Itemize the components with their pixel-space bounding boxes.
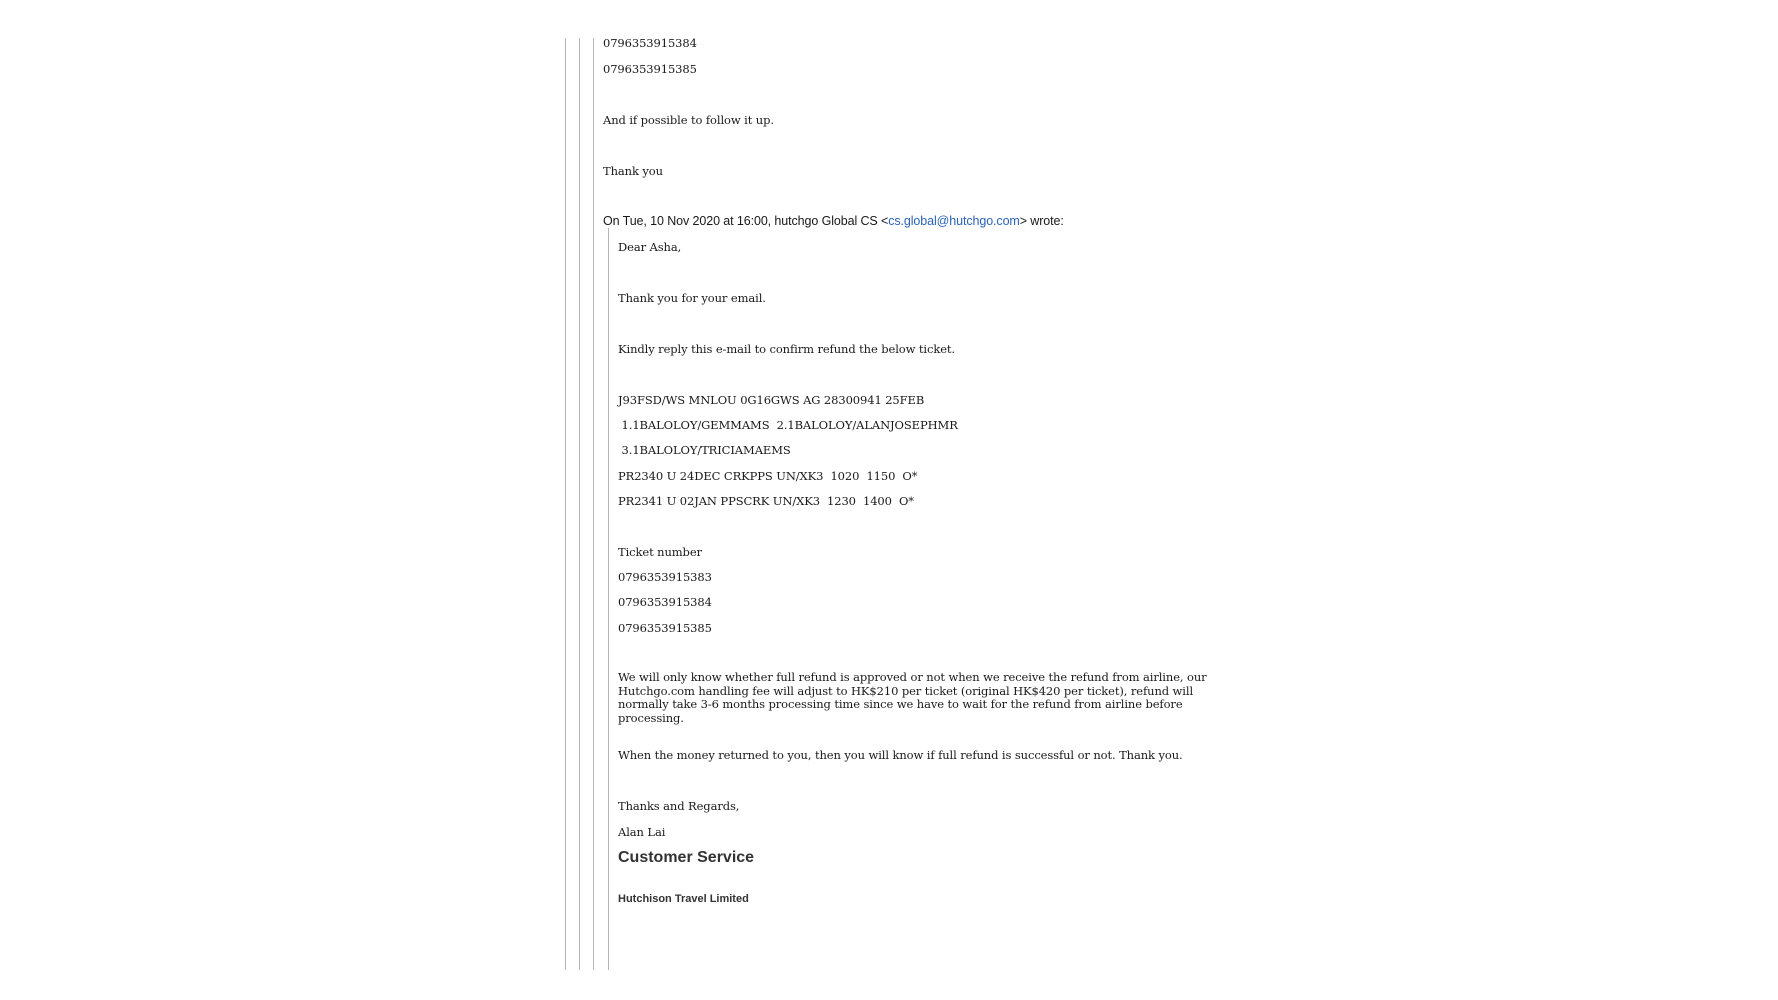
booking-line-1: J93FSD/WS MNLOU 0G16GWS AG 28300941 25FEB xyxy=(618,393,925,407)
booking-line-5: PR2341 U 02JAN PPSCRK UN/XK3 1230 1400 O* xyxy=(618,494,914,508)
quote-attribution-line xyxy=(603,214,1064,228)
money-returned-text: When the money returned to you, then you will know if full refund is successful or not. Thank you. xyxy=(618,748,1183,762)
outer-ticket-number-2: 0796353915385 xyxy=(603,62,697,76)
thanks-email-text: Thank you for your email. xyxy=(618,291,766,305)
closing-text: Thanks and Regards, xyxy=(618,799,740,813)
quote-bar-level-4 xyxy=(608,228,609,970)
quote-bar-level-3 xyxy=(593,38,594,970)
quote-bar-level-1 xyxy=(565,38,566,970)
quote-attribution-suffix: > wrote: xyxy=(1019,214,1064,228)
refund-info-paragraph: We will only know whether full refund is approved or not when we receive the refund from airline, our Hutchgo.com handling fee will adjust to HK$210 per ticket (original HK$420 per ticket), refund will normally take 3-6 months processing time since we have to wait for the refund from airline before processing. xyxy=(618,670,1207,725)
quote-bar-level-2 xyxy=(579,38,580,970)
outer-ticket-number-1: 0796353915384 xyxy=(603,36,697,50)
follow-up-text: And if possible to follow it up. xyxy=(603,113,774,127)
thank-you-text: Thank you xyxy=(603,164,663,178)
booking-line-3: 3.1BALOLOY/TRICIAMAEMS xyxy=(618,443,791,457)
greeting-text: Dear Asha, xyxy=(618,240,682,254)
ticket-number-1: 0796353915383 xyxy=(618,570,712,584)
sender-email-link[interactable]: cs.global@hutchgo.com xyxy=(888,214,1020,228)
booking-line-4: PR2340 U 24DEC CRKPPS UN/XK3 1020 1150 O* xyxy=(618,469,918,483)
sender-name: Alan Lai xyxy=(618,825,666,839)
ticket-number-label: Ticket number xyxy=(618,545,702,559)
quote-attribution-prefix: On Tue, 10 Nov 2020 at 16:00, hutchgo Global CS < xyxy=(603,214,889,228)
booking-line-2: 1.1BALOLOY/GEMMAMS 2.1BALOLOY/ALANJOSEPHMR xyxy=(618,418,958,432)
ticket-number-2: 0796353915384 xyxy=(618,595,712,609)
ticket-number-3: 0796353915385 xyxy=(618,621,712,635)
signature-title: Customer Service xyxy=(618,849,755,866)
signature-company: Hutchison Travel Limited xyxy=(618,893,749,905)
confirm-request-text: Kindly reply this e-mail to confirm refund the below ticket. xyxy=(618,342,955,356)
